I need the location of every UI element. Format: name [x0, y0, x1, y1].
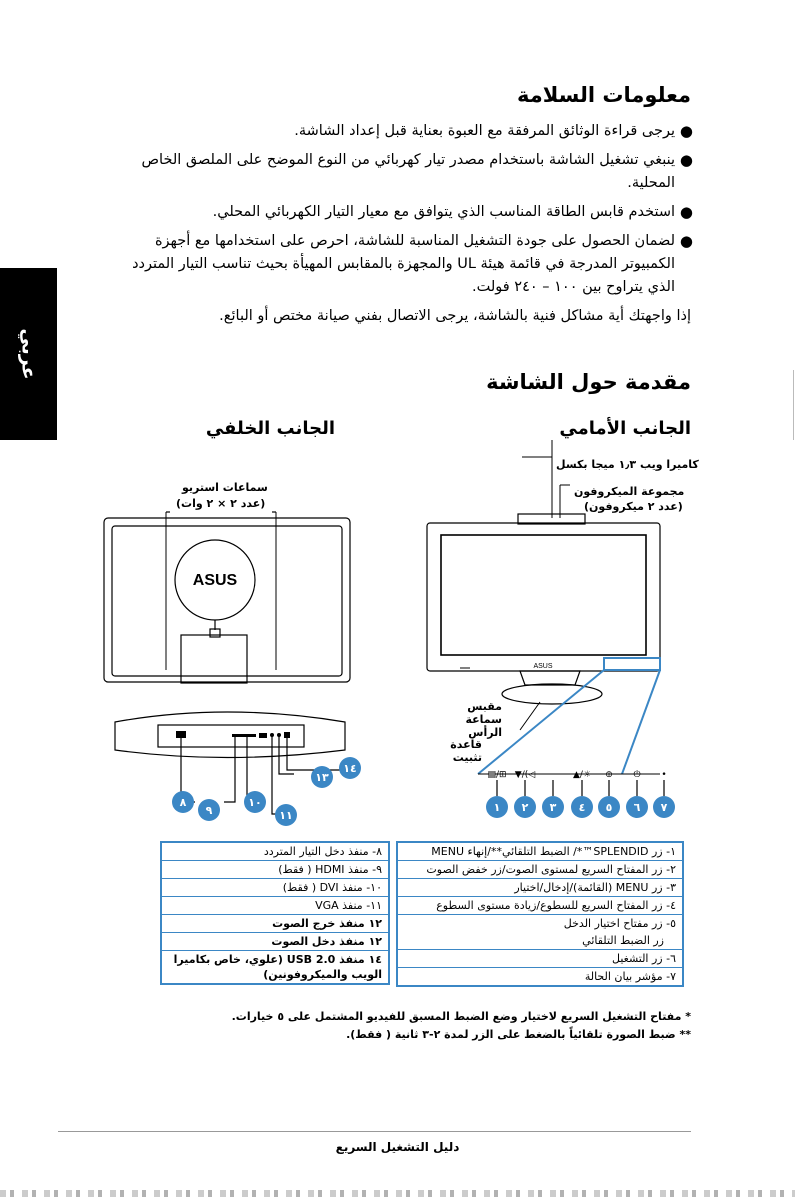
callout-number-label: ٣ — [549, 801, 557, 814]
legend-row: ١١- منفذ VGA — [162, 897, 388, 915]
speakers-label: سماعات استريو — [182, 481, 268, 494]
legend-row: ١٢ منفذ خرج الصوت — [162, 915, 388, 933]
footer-divider — [58, 1131, 691, 1132]
footnote-autoadjust: ** ضبط الصورة تلقائياً بالضغط على الزر لمدة ٢-٣ ثانية ( فقط). — [346, 1028, 691, 1041]
legend-row: ٨- منفذ دخل التيار المتردد — [162, 843, 388, 861]
intro-title: مقدمة حول الشاشة — [486, 370, 691, 394]
legend-row: ٢- زر المفتاح السريع لمستوى الصوت/زر خفض الصوت — [398, 861, 682, 879]
legend-row: ٧- مؤشر بيان الحالة — [584, 970, 676, 983]
callout-number-label: ٨ — [179, 796, 187, 809]
legend-row: ٩- منفذ HDMI ( فقط) — [162, 861, 388, 879]
front-brand-logo: ASUS — [533, 663, 553, 670]
bullet-item: ● لضمان الحصول على جودة التشغيل المناسبة للشاشة، احرص على استخدامها مع أجهزة الكمبيوتر المدرجة في قائمة هيئة UL والمجهزة بالمقابس المهيأة بحيث تناسب التيار المتردد الذي يتراوح بين ١٠٠ – ٢٤٠ فولت. — [132, 232, 693, 295]
page-edge-mark — [793, 370, 794, 440]
callout-number-label: ١٠ — [248, 796, 262, 809]
callout-number-label: ٥ — [605, 801, 613, 814]
bullet-item: ● ينبغي تشغيل الشاشة باستخدام مصدر تيار كهربائي من النوع الموضح على الملصق الخاص المحلية. — [141, 151, 693, 191]
callout-number-label: ١٤ — [343, 762, 357, 775]
callout-number-label: ٧ — [660, 801, 668, 814]
callout-number-label: ١٣ — [315, 771, 329, 784]
legend-row: ٦- زر التشغيل — [398, 950, 682, 968]
speakers-spec-label: (عدد ٢ × ٢ وات) — [176, 497, 266, 510]
svg-text:◁)/▼: ◁)/▼ — [514, 770, 536, 780]
legend-row: ٣- زر MENU (القائمة)/إدخال/اختيار — [398, 879, 682, 897]
back-legend-table — [160, 841, 390, 985]
stand-base-label: قاعدة تثبيت — [450, 738, 482, 764]
legend-row: ٥- زر مفتاح اختيار الدخل — [563, 917, 676, 930]
svg-text:⏻: ⏻ — [633, 770, 641, 780]
legend-row: ٤- زر المفتاح السريع للسطوع/زيادة مستوى السطوع — [398, 897, 682, 915]
mic-label: مجموعة الميكروفون — [574, 485, 685, 498]
svg-text:•: • — [661, 770, 667, 780]
safety-title: معلومات السلامة — [516, 83, 691, 107]
safety-note: إذا واجهتك أية مشاكل فنية بالشاشة، يرجى الاتصال بفني صيانة مختص أو البائع. — [219, 308, 691, 324]
safety-bullets — [101, 120, 691, 328]
legend-row: زر الضبط التلقائي — [398, 932, 682, 950]
headphone-jack-label: مقبس سماعة الرأس — [465, 700, 502, 739]
bullet-item: ● يرجى قراءة الوثائق المرفقة مع العبوة بعناية قبل إعداد الشاشة. — [294, 122, 693, 140]
legend-row: ١٢ منفذ دخل الصوت — [162, 933, 388, 951]
footnote-splendid: * مفتاح التشغيل السريع لاختيار وضع الضبط المسبق للفيديو المشتمل على ٥ خيارات. — [231, 1010, 691, 1023]
language-tab: عربي — [0, 268, 57, 440]
back-side-title: الجانب الخلفي — [205, 418, 335, 439]
front-side-title: الجانب الأمامي — [559, 418, 691, 439]
legend-row: ١٠- منفذ DVI ( فقط) — [162, 879, 388, 897]
bullet-item: ● استخدم قابس الطاقة المناسب الذي يتوافق مع معيار التيار الكهربائي المحلي. — [212, 203, 693, 221]
webcam-label: كاميرا ويب ١٫٣ ميجا بكسل — [556, 458, 699, 471]
back-brand-logo: ASUS — [192, 572, 238, 589]
legend-row: ١٤ منفذ USB 2.0 (علوي، خاص بكاميرا الويب والميكروفونين) — [173, 953, 382, 981]
callout-number-label: ٩ — [205, 804, 213, 817]
callout-number-label: ٢ — [521, 801, 529, 814]
callout-number-label: ٤ — [578, 801, 586, 814]
legend-row: ١- زر SPLENDID™*/ الضبط التلقائي**/إنهاء MENU — [398, 843, 682, 861]
callout-number-label: ٦ — [633, 801, 641, 814]
svg-text:⊞/▤: ⊞/▤ — [487, 770, 507, 780]
mic-count-label: (عدد ٢ ميكروفون) — [584, 500, 683, 513]
front-legend-table — [396, 841, 684, 987]
callout-number-label: ١ — [493, 801, 501, 814]
svg-text:⊕: ⊕ — [605, 770, 613, 780]
svg-text:☼/▲: ☼/▲ — [572, 770, 592, 780]
callout-number-label: ١١ — [279, 809, 293, 822]
footer-title: دليل التشغيل السريع — [335, 1140, 460, 1154]
print-crop-strip — [0, 1190, 795, 1197]
